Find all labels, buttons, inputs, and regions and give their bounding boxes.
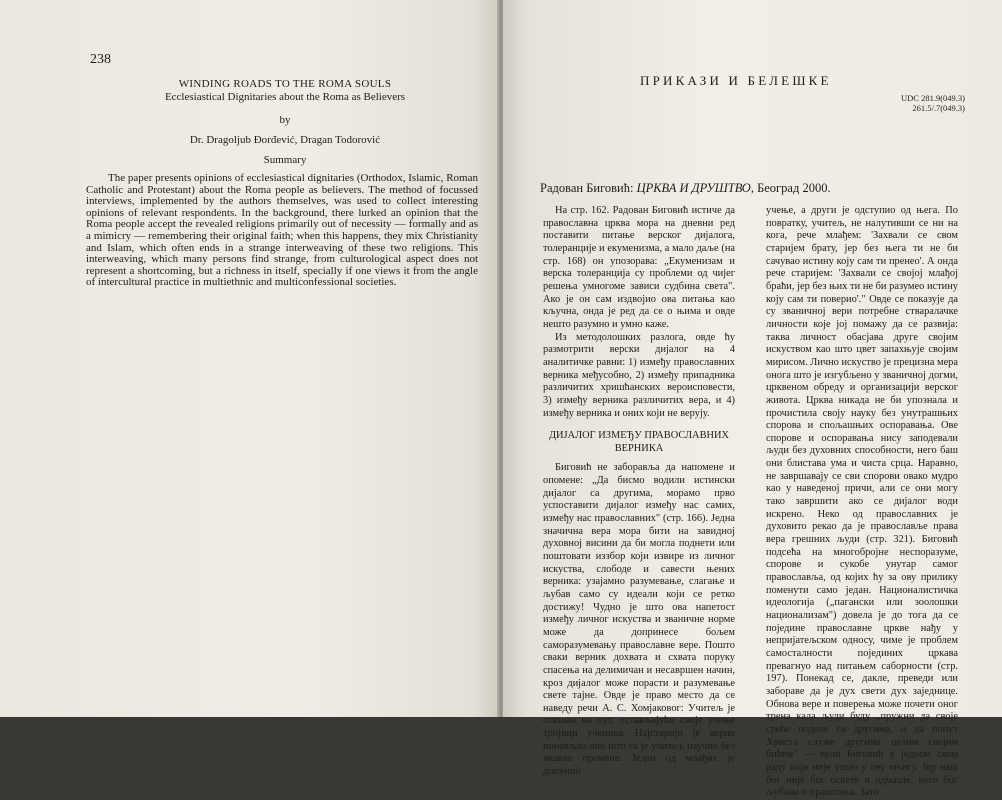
paragraph: Биговић не заборавља да напомене и опомене: „Да бисмо водили истински дијалог са другима, морамо прво успоставити дијалог између нас самих, између нас православних" (стр. 166). Једна значична вера мора бити на завидној духовној висини да би могла поднети или поштовати иззбор који извире из личног искуства, слободе и савести њених верника: узајамно разумевање, слагање и љубав само су идеали који се ретко достижу! Чудно је што ова напетост између личног искуства и званичне норме може да допринесе бољем саморазумевању православне вере. Пошто сваки верник дохвата и схвата поруку спасења на делимичан и несавршен начин, кроз дијалог може порасти и разумевање свете тајне. Овде је право место да се наведу речи А. С. Хомјаковог: Учитељ је отишао на пут, остављајући своје учење тројици ученика. Најстарији је верно понављао оно што га је учитељ научио без икакве промене. Један од млађих је допунио — [543, 462, 735, 778]
text-column-right — [766, 205, 958, 800]
book-author: Радован Биговић: — [540, 181, 637, 195]
summary-heading: Summary — [263, 154, 307, 166]
authors: Dr. Dragoljub Đorđević, Dragan Todorović — [189, 134, 381, 146]
paragraph: учење, а други је одступио од њега. По повратку, учитељ, не налутивши се ни на кога, рече млађем: 'Захвали се свом старијем брату, јер без њега ти не би сачувао истину коју сам ти пренео'. А онда рече старијем: 'Захвали се својој млађој браћи, јер без њих ти не би разумео истину коју сам ти поверио'." Овде се показује да су званичној вери потребне стваралачке личности које јој помажу да се развија: таква личност обасјава друге својим искуством као што цвет запахњује својим мирисом. Лично искуство је прецизна мера онога што је изгубљено у званичној догми, црквеном обреду и организацији верског живота. Црква никада не би упознала и прочистила своју науку без унутрашњих спорова и спољашњих оспоравања. Ове спорове и оспоравања нису заподевали људи без духовних способности, него баш они блистава ума и чиста срца. Наравно, не завршавају се сви спорови овако мудро као у наведеној причи, али се они могу тако завршити ако се дијалог води искрено. Неко од православних је духовито рекао да је православље права вера грешних људи (стр. 321). Биговић подсећа на многобројне неспоразуме, спорове и сукобе унутар самог православља, од којих ћу за ову прилику поменути само један. Националистичка идеологија („пагански или зоолошки национализам") довела је до тога да се поједине православне цркве нађу у непријатељском односу, чиме је проблем самосталности појединих цркава превагнуо над питањем саборности (стр. 197). Понекад се, дакле, преведи или забораве да је дух свети дух заједнице. Обнова вере и поверења може почети оног трена када људи буду „пружни да своје среће поделе са другима, и да попут Христа служе другима целим својим бићем" — вели Биговић у једном свом раду који није ушао у ову књигу. Јер наш бог није бог освете и одмазде, него бог љубави и праштања. Зато — [766, 205, 958, 799]
udc-line-1: UDC 281.9(049.3) — [901, 93, 965, 103]
by-line: by — [279, 114, 291, 126]
page-number: 238 — [90, 52, 111, 67]
article-title: WINDING ROADS TO THE ROMA SOULS — [178, 78, 392, 90]
udc-code — [835, 94, 965, 113]
section-heading: ПРИКАЗИ И БЕЛЕШКЕ — [640, 73, 832, 88]
text-column-left — [543, 205, 735, 779]
udc-line-2: 261.5/.7(049.3) — [912, 102, 965, 113]
subheading: ДИЈАЛОГ ИЗМЕЂУ ПРАВОСЛАВНИХ ВЕРНИКА — [548, 430, 730, 454]
paragraph: Из методолошких разлога, овде ћу размотрити верски дијалог на 4 аналитичке равни: 1) између православних верника међусобно, 2) између припадника различитих хришћанских вероисповести, 3) између верника различитих вера, и 4) између верника и оних који не верују. — [543, 331, 735, 419]
article-subtitle: Ecclesiastical Dignitaries about the Roma as Believers — [164, 91, 406, 103]
paragraph: На стр. 162. Радован Биговић истиче да православна црква мора на дневни ред поставити питање верског дијалога, толеранције и екуменизма, а мало даље (на стр. 168) он упозорава: „Екуменизам и верска толеранција су проблеми од чијег решења умногоме зависи судбина света". Ако је он сам издвојио ова питања као кључна, онда је ред да се о њима и овде нешто разумно и умно каже. — [543, 205, 735, 330]
summary-text: The paper presents opinions of ecclesiastical dignitaries (Orthodox, Islamic, Roman Catholic and Protestant) about the Roma people as believers. The method of focussed interviews, implemented by the authors themselves, was used to collect interesting opinions of relevant respondents. In the background, there lurked an opinion that the Roma people accept the revealed religions primarily out of necessity — formally and as a mimicry — remembering their original faith; when this happens, they mix Christianity and Islam, which often ends in a strange interweaving of these two religions. This interweaving, which many persons find strange, from culturological aspect does not represent a shortcoming, but a richness in itself, specially if one views it from the angle of intercultural practice in multiethnic and multiconfessional societies. — [86, 172, 478, 289]
review-book-title — [540, 181, 960, 196]
book-place-year: , Београд 2000. — [750, 181, 831, 195]
book-title: ЦРКВА И ДРУШТВО — [636, 181, 751, 195]
left-page — [0, 0, 499, 717]
article-title-block — [150, 78, 420, 104]
